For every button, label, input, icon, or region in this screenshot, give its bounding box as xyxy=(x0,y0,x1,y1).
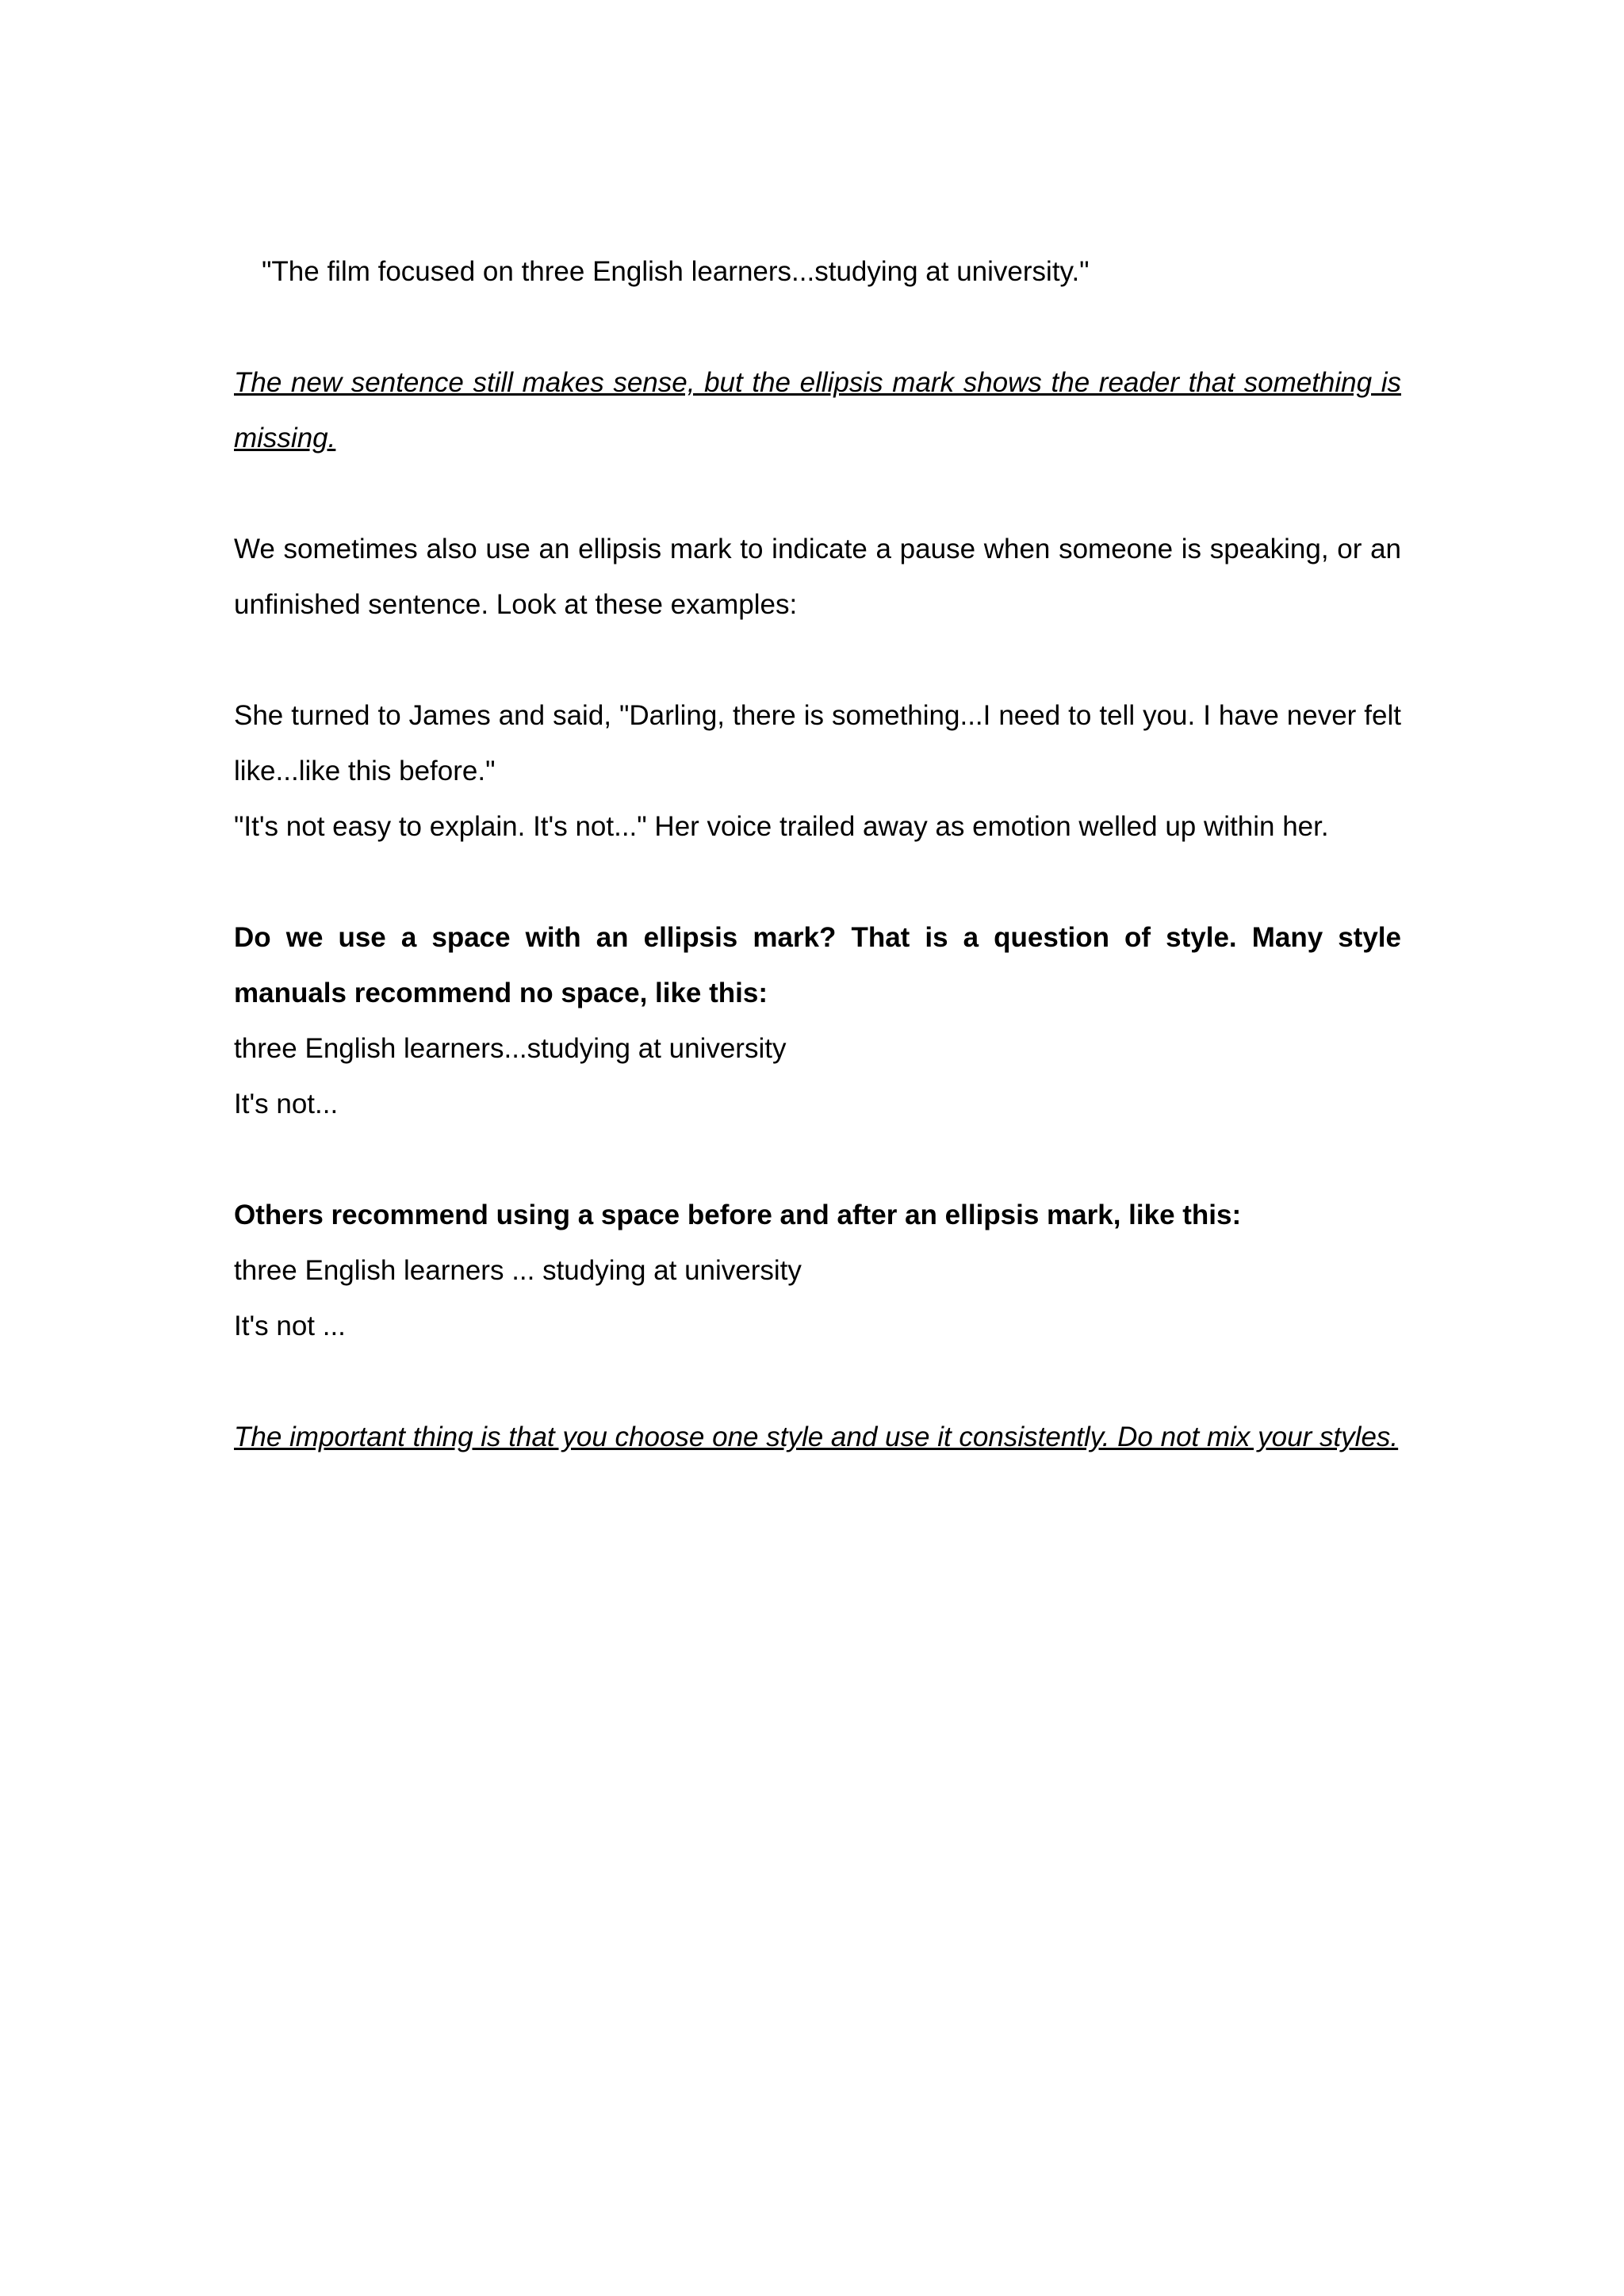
others-recommend-heading: Others recommend using a space before and after an ellipsis mark, like this: xyxy=(234,1200,1242,1230)
spacer xyxy=(234,300,1401,355)
no-space-example-its-not: It's not... xyxy=(234,1089,339,1119)
quoted-sentence: "The film focused on three English learners...studying at university." xyxy=(262,256,1090,287)
ellipsis-note: The new sentence still makes sense, but the ellipsis mark shows the reader that something is missing. xyxy=(234,367,1401,453)
space-example-learners: three English learners ... studying at university xyxy=(234,1255,802,1286)
spacer xyxy=(234,466,1401,522)
example-not-easy: "It's not easy to explain. It's not..." Her voice trailed away as emotion welled up within her. xyxy=(234,811,1329,842)
spacer xyxy=(234,1132,1401,1188)
pause-explanation: We sometimes also use an ellipsis mark to indicate a pause when someone is speaking, or an unfinished sentence. Look at these examples: xyxy=(234,534,1401,620)
example-darling: She turned to James and said, "Darling, there is something...I need to tell you. I have never felt like...like this before." xyxy=(234,700,1401,786)
consistency-note: The important thing is that you choose one style and use it consistently. Do not mix your styles. xyxy=(234,1422,1399,1452)
document-body xyxy=(234,244,1401,1465)
space-example-its-not: It's not ... xyxy=(234,1311,346,1341)
spacer xyxy=(234,1354,1401,1410)
spacer xyxy=(234,855,1401,910)
no-space-example-learners: three English learners...studying at university xyxy=(234,1033,787,1064)
spacer xyxy=(234,633,1401,688)
space-question-heading: Do we use a space with an ellipsis mark? That is a question of style. Many style manuals recommend no space, like this: xyxy=(234,922,1401,1008)
